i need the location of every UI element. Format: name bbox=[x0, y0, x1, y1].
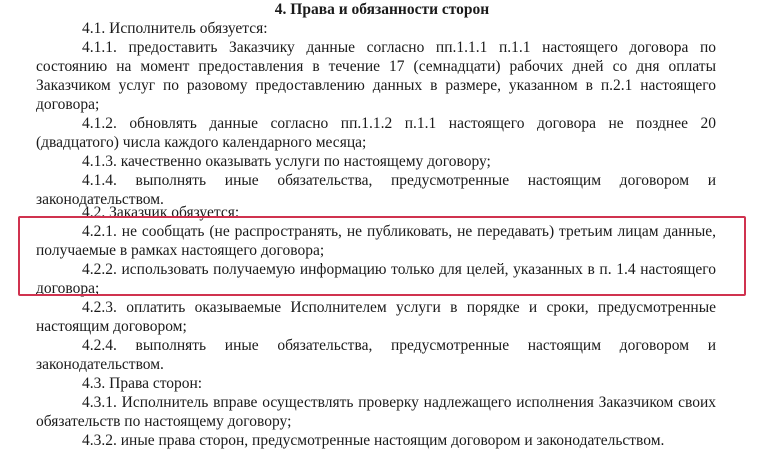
clause-4-2-3: 4.2.3. оплатить оказываемые Исполнителем услуги в порядке и сроки, предусмотренные настоящим договором; bbox=[36, 299, 716, 335]
clause-4-1-4: 4.1.4. выполнять иные обязательства, предусмотренные настоящим договором и законодательством. bbox=[36, 172, 716, 208]
clause-4-2-2: 4.2.2. использовать получаемую информацию только для целей, указанных в п. 1.4 настоящего договора; bbox=[36, 261, 716, 297]
clause-4-3-1: 4.3.1. Исполнитель вправе осуществлять проверку надлежащего исполнения Заказчиком своих обязательств по настоящему договору; bbox=[36, 394, 716, 430]
section-title: 4. Права и обязанности сторон bbox=[274, 1, 490, 18]
clause-4-2: 4.2. Заказчик обязуется: bbox=[82, 204, 240, 221]
clause-4-1-1: 4.1.1. предоставить Заказчику данные согласно пп.1.1.1 п.1.1 настоящего договора по состоянию на момент предоставления в течение 17 (семнадцати) рабочих дней со дня оплаты Заказчиком услуг по разовому предоставлению данных в размере, указанном в п.2.1 настоящего договора; bbox=[36, 39, 716, 113]
clause-4-3-2: 4.3.2. иные права сторон, предусмотренные настоящим договором и законодательством. bbox=[82, 432, 665, 449]
clause-4-2-1: 4.2.1. не сообщать (не распространять, не публиковать, не передавать) третьим лицам данные, получаемые в рамках настоящего договора; bbox=[36, 223, 716, 259]
highlight-frame bbox=[18, 216, 746, 296]
clause-4-1: 4.1. Исполнитель обязуется: bbox=[82, 20, 268, 37]
clause-4-3: 4.3. Права сторон: bbox=[82, 375, 203, 392]
clause-4-1-2: 4.1.2. обновлять данные согласно пп.1.1.2 п.1.1 настоящего договора не позднее 20 (двадцатого) числа каждого календарного месяца; bbox=[36, 115, 716, 151]
clause-4-1-3: 4.1.3. качественно оказывать услуги по настоящему договору; bbox=[82, 153, 491, 170]
clause-4-2-4: 4.2.4. выполнять иные обязательства, предусмотренные настоящим договором и законодательством. bbox=[36, 337, 716, 373]
